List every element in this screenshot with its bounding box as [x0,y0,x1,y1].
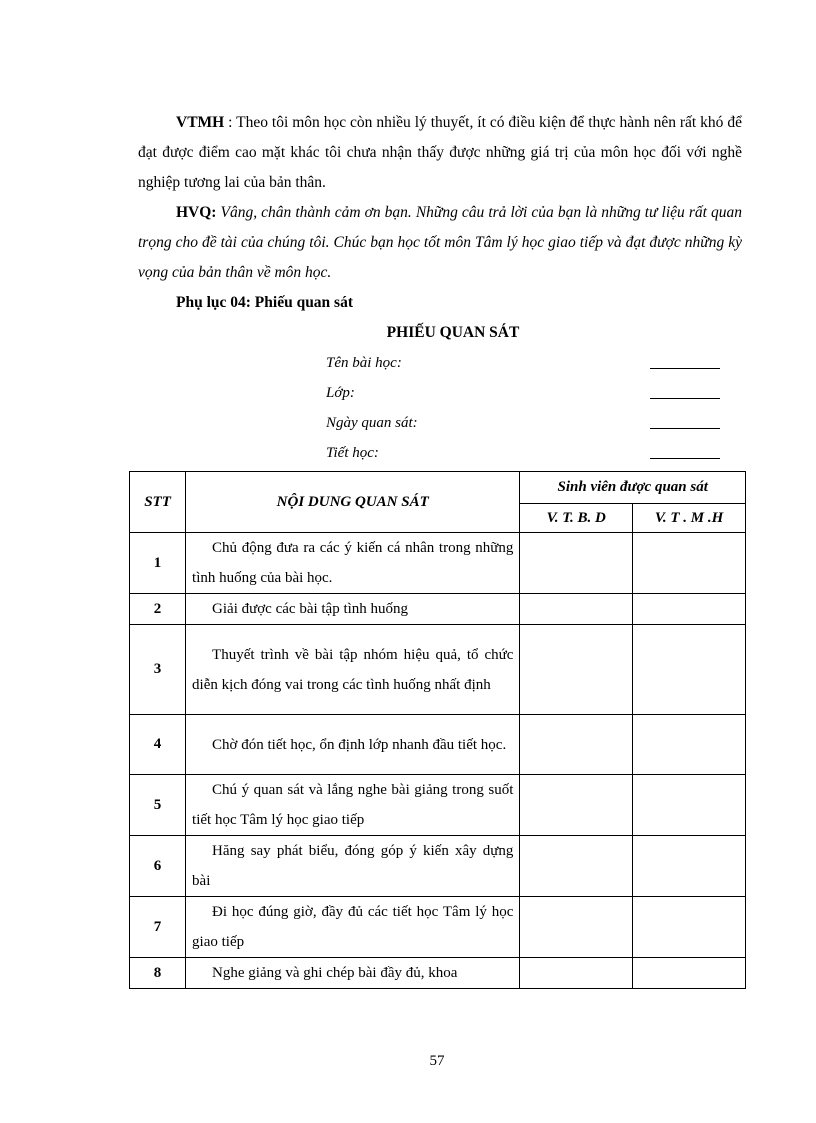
observation-cell[interactable] [633,533,746,594]
row-stt: 3 [130,625,186,715]
table-row [130,897,746,958]
row-stt: 4 [130,715,186,775]
row-stt: 7 [130,897,186,958]
field-class [326,378,720,408]
observation-cell[interactable] [520,594,633,625]
vtmh-text: : Theo tôi môn học còn nhiều lý thuyết, ít có điều kiện để thực hành nên rất khó để đạt được điểm cao mặt khác tôi chưa nhận thấy được những giá trị của môn học đối với nghề nghiệp tương lai của bản thân. [138,114,742,191]
table-row [130,533,746,594]
observation-cell[interactable] [633,958,746,989]
page-number: 57 [429,1053,445,1069]
field-label: Lớp: [326,385,355,401]
observation-cell[interactable] [520,775,633,836]
field-label: Tên bài học: [326,355,402,371]
row-stt: 6 [130,836,186,897]
row-stt: 8 [130,958,186,989]
observation-cell[interactable] [633,715,746,775]
row-content: Nghe giảng và ghi chép bài đầy đủ, khoa [212,965,458,981]
observation-cell[interactable] [633,594,746,625]
row-content: Chú ý quan sát và lắng nghe bài giảng trong suốt tiết học Tâm lý học giao tiếp [192,782,514,828]
hvq-label: HVQ: [176,204,217,221]
hvq-text: Vâng, chân thành cảm ơn bạn. Những câu trả lời của bạn là những tư liệu rất quan trọng cho đề tài của chúng tôi. Chúc bạn học tốt môn Tâm lý học giao tiếp và đạt được những kỳ vọng của bản thân về môn học. [138,204,742,281]
header-content: NỘI DUNG QUAN SÁT [186,472,520,533]
header-stt: STT [130,472,186,533]
observation-cell[interactable] [633,897,746,958]
observation-cell[interactable] [520,625,633,715]
row-stt: 1 [130,533,186,594]
hvq-paragraph [138,198,742,288]
header-student-2: V. T . M .H [633,504,746,533]
row-content: Chờ đón tiết học, ổn định lớp nhanh đầu tiết học. [212,736,507,753]
table-row [130,775,746,836]
observation-cell[interactable] [520,897,633,958]
form-title: PHIẾU QUAN SÁT [386,324,520,341]
field-observation-date [326,408,720,438]
appendix-title: Phụ lục 04: Phiếu quan sát [176,294,354,311]
header-students-group: Sinh viên được quan sát [520,472,746,504]
observation-cell[interactable] [633,836,746,897]
observation-cell[interactable] [633,625,746,715]
observation-cell[interactable] [520,958,633,989]
observation-cell[interactable] [520,533,633,594]
observation-cell[interactable] [633,775,746,836]
row-content: Thuyết trình về bài tập nhóm hiệu quả, tổ chức diễn kịch đóng vai trong các tình huống nhất định [192,646,514,693]
vtmh-paragraph [138,108,742,198]
observation-cell[interactable] [520,836,633,897]
table-row [130,958,746,989]
observation-table [129,471,746,989]
field-period [326,438,720,468]
field-label: Ngày quan sát: [326,415,418,431]
field-label: Tiết học: [326,445,379,461]
observation-cell[interactable] [520,715,633,775]
table-row [130,594,746,625]
row-content: Giải được các bài tập tình huống [212,601,409,617]
row-content: Đi học đúng giờ, đầy đủ các tiết học Tâm lý học giao tiếp [192,904,514,950]
row-content: Hăng say phát biểu, đóng góp ý kiến xây dựng bài [192,843,514,889]
row-stt: 5 [130,775,186,836]
field-lesson-name [326,348,720,378]
vtmh-label: VTMH [176,114,225,131]
table-row [130,625,746,715]
header-student-1: V. T. B. D [520,504,633,533]
row-content: Chủ động đưa ra các ý kiến cá nhân trong những tình huống của bài học. [192,540,514,586]
table-row [130,836,746,897]
row-stt: 2 [130,594,186,625]
table-row [130,715,746,775]
